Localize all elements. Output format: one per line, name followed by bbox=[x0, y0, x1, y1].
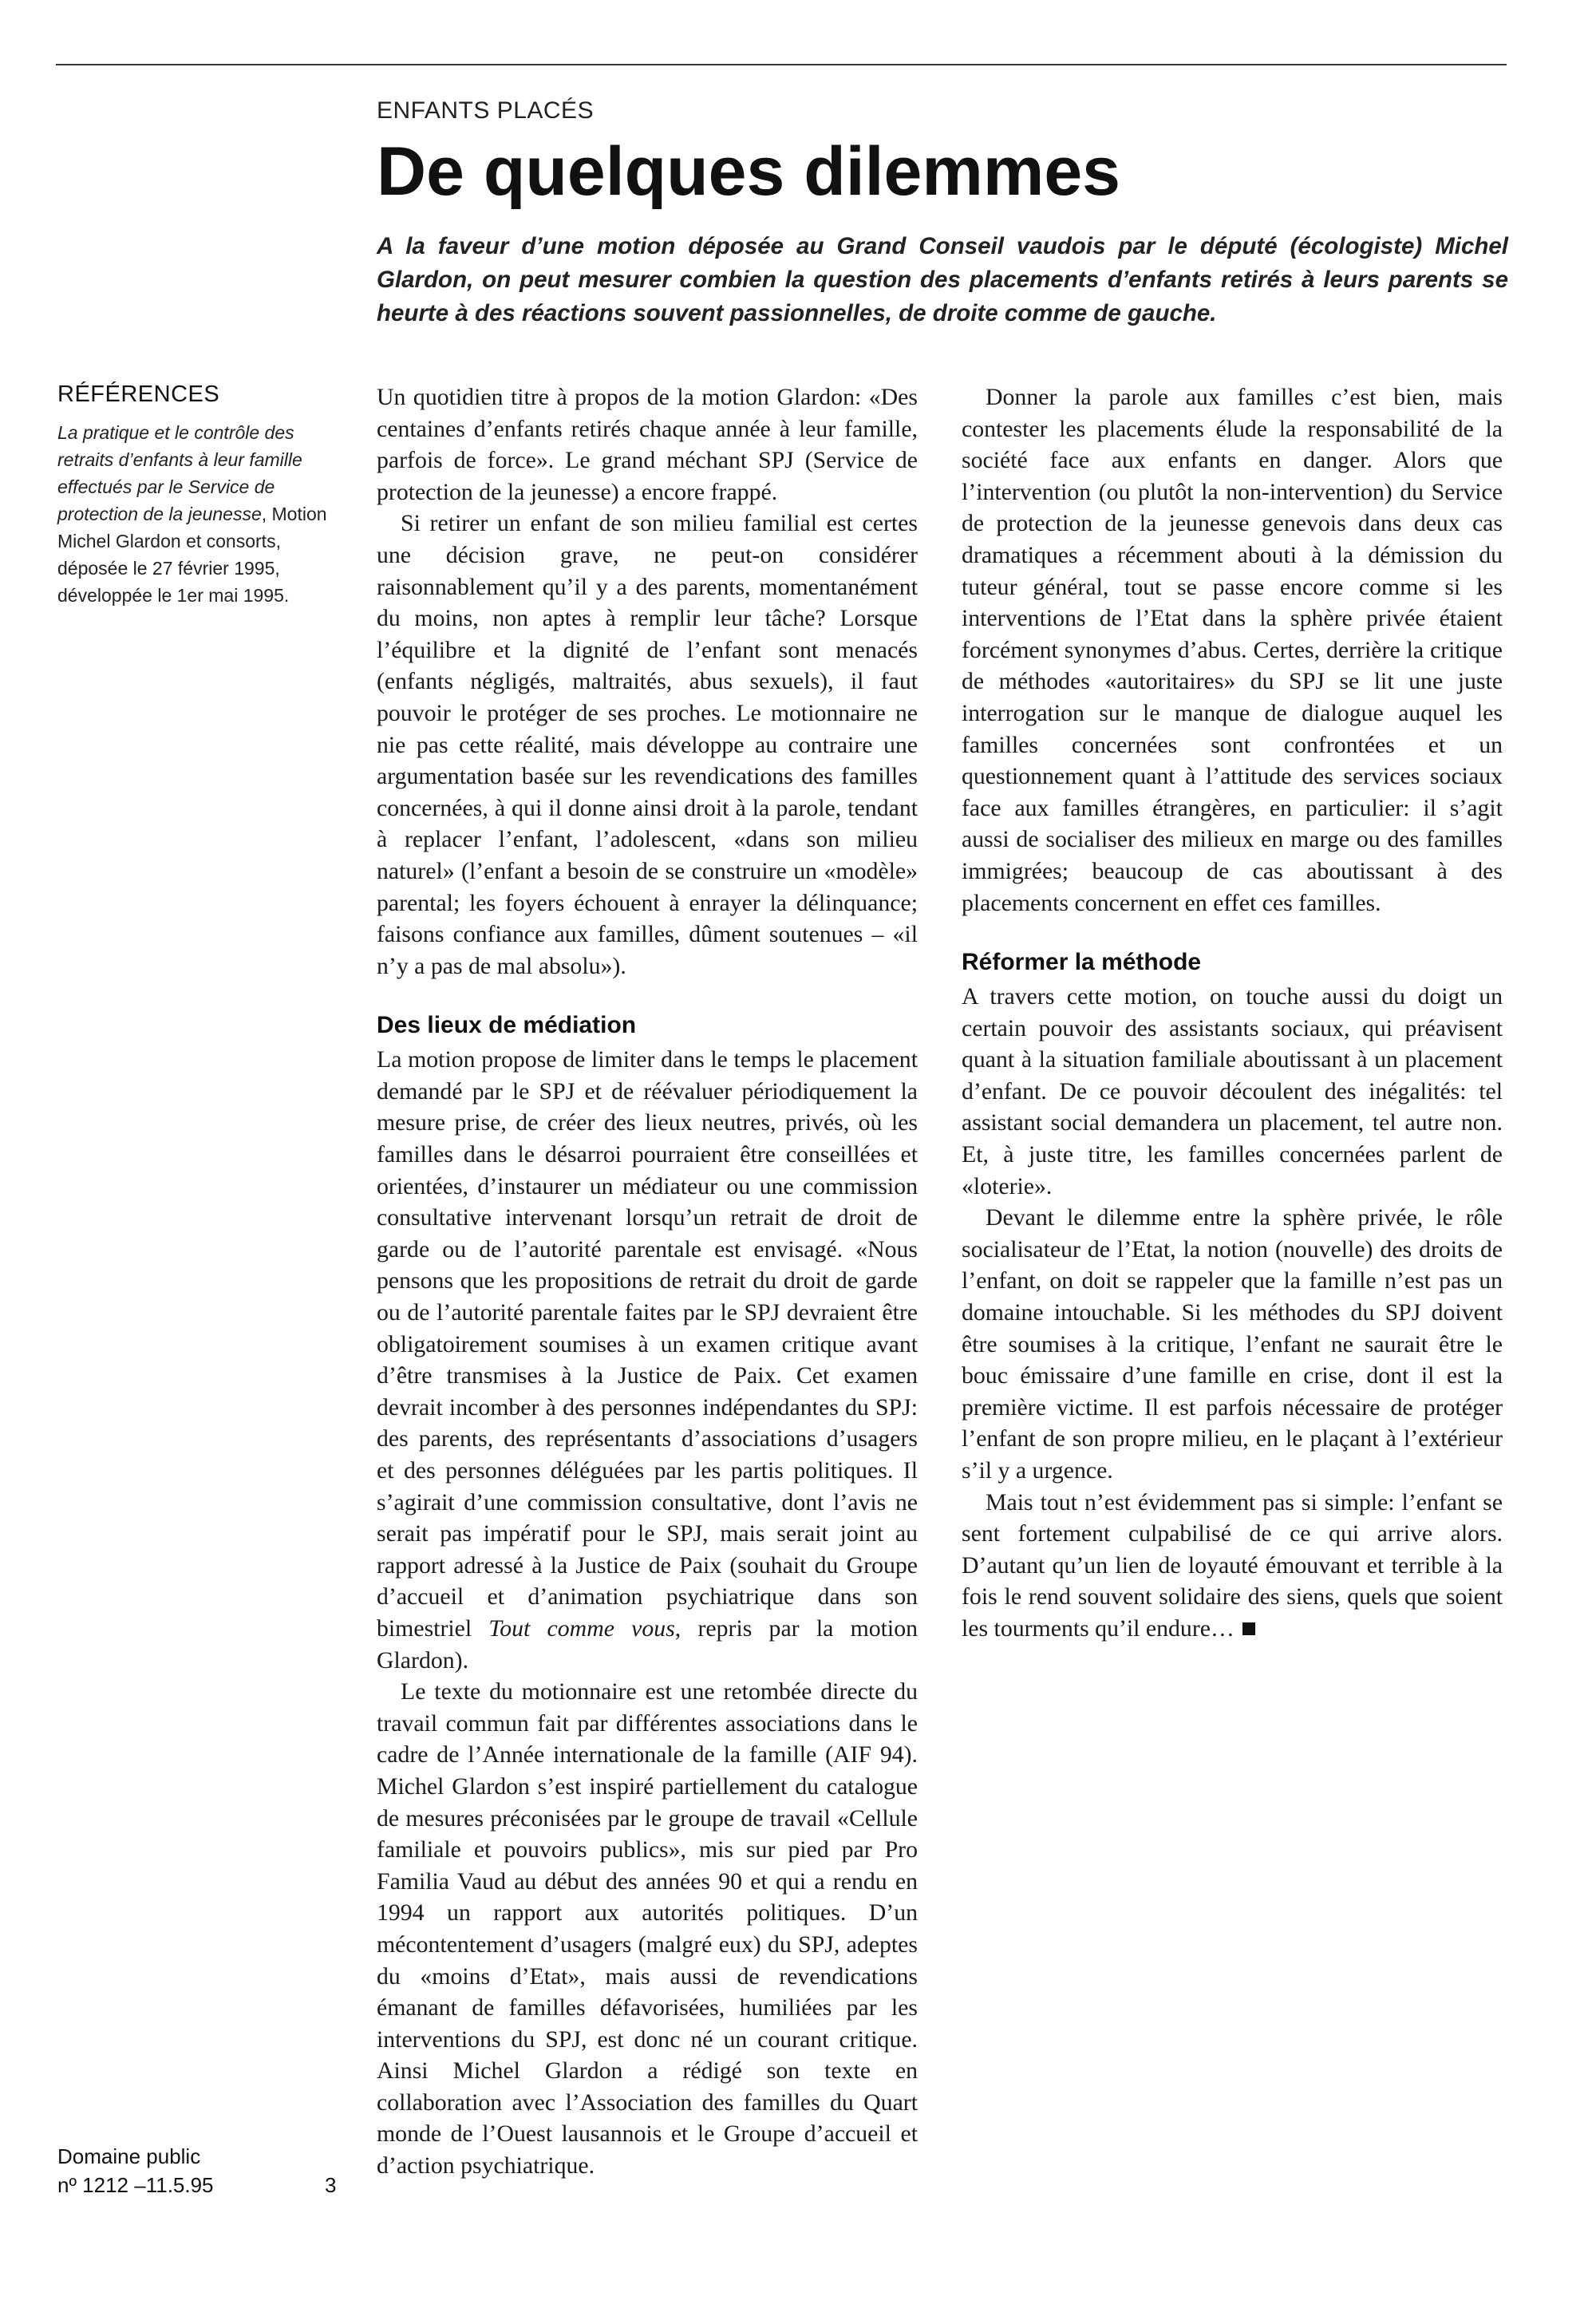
end-of-article-mark bbox=[1242, 1622, 1255, 1635]
subheading-mediation: Des lieux de médiation bbox=[377, 1012, 637, 1039]
subheading-method: Réformer la méthode bbox=[962, 949, 1202, 976]
paragraph-text: , repris par la motion Glardon). bbox=[377, 1614, 918, 1674]
references-text bbox=[57, 419, 345, 609]
paragraph-text: La motion propose de limiter dans le temps le placement demandé par le SPJ et de réévaluer périodiquement la mesure prise, de créer des lieux neutres, privés, où les familles dans le désarroi pourraient être conseillées et orientées, d’instaurer un médiateur ou une commission consultative intervenant lorsqu’un retrait de droit de garde ou de l’autorité parentale est envisagé. «Nous pensons que les propositions de retrait du droit de garde ou de l’autorité parentale faites par le SPJ devraient être obligatoirement soumises à un examen critique avant d’être transmises à la Justice de Paix. Cet examen devrait incomber à des personnes indépendantes du SPJ: des parents, des représentants d’associations d’usagers et des personnes déléguées par les partis politiques. Il s’agirait d’une commission consultative, dont l’avis ne serait pas impératif pour le SPJ, mais serait joint au rapport adressé à la Justice de Paix (souhait du Groupe d’accueil et d’animation psychiatrique dans son bimestriel bbox=[377, 1046, 918, 1642]
article-column-1 bbox=[377, 381, 918, 2182]
references-title: La pratique et le contrôle des retraits d’enfants à leur famille effectués par le Service de protection de la jeunesse bbox=[57, 422, 302, 524]
publication-title: Tout comme vous bbox=[488, 1614, 675, 1642]
article-paragraph: Si retirer un enfant de son milieu familial est certes une décision grave, ne peut-on considérer raisonnablement qu’il y a des parents, momentanément du moins, non aptes à remplir leur tâche? Lorsque l’équilibre et la dignité de l’enfant sont menacés (enfants négligés, maltraités, abus sexuels), il faut pouvoir le protéger de ses proches. Le motionnaire ne nie pas cette réalité, mais développe au contraire une argumentation basée sur les revendications des familles concernées, à qui il donne ainsi droit à la parole, tendant à replacer l’enfant, l’adolescent, «dans son milieu naturel» (l’enfant a besoin de se construire un «modèle» parental; les foyers échouent à enrayer la délinquance; faisons confiance aux familles, dûment soutenues – «il n’y a pas de mal absolu»). bbox=[377, 510, 918, 979]
article-paragraph bbox=[377, 1044, 918, 1676]
paragraph-text: Mais tout n’est évidemment pas si simple: l’enfant se sent fortement culpabilisé de ce qui arrive alors. D’autant qu’un lien de loyauté émouvant et terrible à la fois le rend souvent solidaire des siens, quels que soient les tourments qu’il endure… bbox=[962, 1488, 1503, 1642]
top-rule bbox=[56, 64, 1507, 65]
issue-info: nº 1212 –11.5.95 bbox=[57, 2173, 214, 2197]
article-lede: A la faveur d’une motion déposée au Grand Conseil vaudois par le député (écologiste) Michel Glardon, on peut mesurer combien la question des placements d’enfants retirés à leurs parents se heurte à des réactions souvent passionnelles, de droite comme de gauche. bbox=[377, 233, 1508, 326]
article-title: De quelques dilemmes bbox=[377, 133, 1120, 210]
references-sidebar bbox=[57, 381, 345, 609]
article-paragraph bbox=[962, 1487, 1503, 1645]
section-rubric: ENFANTS PLACÉS bbox=[377, 97, 595, 124]
page-footer bbox=[57, 2142, 345, 2199]
article-paragraph: Devant le dilemme entre la sphère privée, le rôle socialisateur de l’Etat, la notion (nouvelle) des droits de l’enfant, on doit se rappeler que la famille n’est pas un domaine intouchable. Si les méthodes du SPJ doivent être soumises à la critique, l’enfant ne saurait être le bouc émissaire d’une famille en crise, dont il est la première victime. Il est parfois nécessaire de protéger l’enfant de son propre milieu, en le plaçant à l’extérieur s’il y a urgence. bbox=[962, 1204, 1503, 1484]
article-paragraph: Un quotidien titre à propos de la motion Glardon: «Des centaines d’enfants retirés chaque année à leur famille, parfois de force». Le grand méchant SPJ (Service de protection de la jeunesse) a encore frappé. bbox=[377, 384, 918, 505]
page-number: 3 bbox=[325, 2173, 337, 2197]
references-details: , Motion Michel Glardon et consorts, déposée le 27 février 1995, développée le 1er mai 1995. bbox=[57, 504, 327, 606]
article-column-2 bbox=[962, 381, 1503, 1645]
article-paragraph: Donner la parole aux familles c’est bien, mais contester les placements élude la responsabilité de la société face aux enfants en danger. Alors que l’intervention (ou plutôt la non-intervention) du Service de protection de la jeunesse genevois dans deux cas dramatiques a récemment abouti à la démission du tuteur général, tout se passe encore comme si les interventions de l’Etat dans la sphère privée étaient forcément synonymes d’abus. Certes, derrière la critique de méthodes «autoritaires» du SPJ se lit une juste interrogation sur le manque de dialogue auquel les familles concernées sont confrontées et un questionnement quant à l’attitude des services sociaux face aux familles étrangères, en particulier: il s’agit aussi de socialiser des milieux en marge ou des familles immigrées; beaucoup de cas aboutissant à des placements concernent en effet ces familles. bbox=[962, 384, 1503, 916]
references-heading: RÉFÉRENCES bbox=[57, 381, 220, 407]
article-paragraph: A travers cette motion, on touche aussi du doigt un certain pouvoir des assistants sociaux, qui préavisent quant à la situation familiale aboutissant à un placement d’enfant. De ce pouvoir découlent des inégalités: tel assistant social demandera un placement, tel autre non. Et, à juste titre, les familles concernées parlent de «loterie». bbox=[962, 983, 1503, 1199]
article-paragraph: Le texte du motionnaire est une retombée directe du travail commun fait par différentes associations dans le cadre de l’Année internationale de la famille (AIF 94). Michel Glardon s’est inspiré partiellement du catalogue de mesures préconisées par le groupe de travail «Cellule familiale et pouvoirs publics», mis sur pied par Pro Familia Vaud au début des années 90 et qui a rendu en 1994 un rapport aux autorités politiques. D’un mécontentement d’usagers (malgré eux) du SPJ, adeptes du «moins d’Etat», mais aussi de revendications émanant de familles défavorisées, humiliées par les interventions du SPJ, est donc né un courant critique. Ainsi Michel Glardon a rédigé son texte en collaboration avec l’Association des familles du Quart monde de l’Ouest lausannois et le Groupe d’accueil et d’action psychiatrique. bbox=[377, 1678, 918, 2179]
publication-name: Domaine public bbox=[57, 2144, 201, 2168]
